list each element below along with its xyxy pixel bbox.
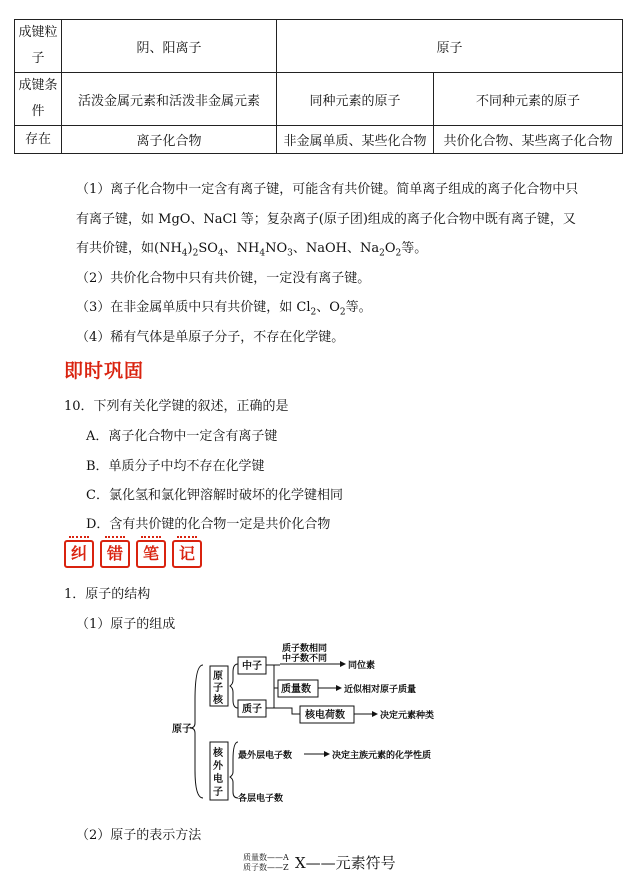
neutron-note-1: 质子数相同 — [282, 644, 328, 654]
arrowhead — [340, 661, 346, 667]
chem-property-label: 决定主族元素的化学性质 — [332, 751, 432, 761]
proton-label: 质子 — [242, 704, 262, 715]
proton-number-notation: 质子数——Z — [243, 863, 289, 872]
subsection-composition: （1）原子的组成 — [76, 617, 176, 632]
note-2: （2）共价化合物中只有共价键，一定没有离子键。 — [76, 271, 371, 286]
banner-consolidate: 即时巩固 — [64, 360, 145, 382]
electrons-char-2: 外 — [213, 761, 223, 772]
polar-conditions: 不同种元素的原子 — [434, 73, 623, 126]
approx-mass-label: 近似相对原子质量 — [344, 685, 417, 695]
banner-char-4: 记 — [172, 540, 202, 568]
ionic-existence: 离子化合物 — [62, 126, 277, 154]
option-c[interactable]: C．氯化氢和氯化钾溶解时破坏的化学键相同 — [86, 488, 343, 503]
isotope-label: 同位素 — [348, 661, 376, 671]
arrowhead — [336, 685, 342, 691]
note-3: （3）在非金属单质中只有共价键，如 $Cl_2$、$O_2$等。 — [76, 300, 372, 318]
neutron-label: 中子 — [242, 661, 262, 672]
option-a[interactable]: A．离子化合物中一定含有离子键 — [86, 429, 278, 444]
row-head-particles: 成键粒子 — [15, 20, 62, 73]
banner-char-1: 纠 — [64, 540, 94, 568]
electrons-char-3: 电 — [213, 774, 223, 785]
electrons-char-4: 子 — [213, 787, 223, 798]
row-head-conditions: 成键条件 — [15, 73, 62, 126]
ionic-conditions: 活泼金属元素和活泼非金属元素 — [62, 73, 277, 126]
nonpolar-existence: 非金属单质、某些化合物 — [277, 126, 434, 154]
subsection-notation: （2）原子的表示方法 — [76, 828, 202, 843]
option-b[interactable]: B．单质分子中均不存在化学键 — [86, 459, 265, 474]
atom-label: 原子 — [172, 724, 192, 735]
outer-electrons-label: 最外层电子数 — [238, 751, 293, 761]
neutron-to-mass-line — [266, 665, 278, 688]
arrowhead — [324, 751, 330, 757]
row-head-existence: 存在 — [15, 126, 62, 154]
polar-existence: 共价化合物、某些离子化合物 — [434, 126, 623, 154]
nucleus-char-3: 核 — [213, 695, 223, 706]
electrons-char-1: 核 — [213, 748, 223, 759]
covalent-particles: 原子 — [277, 20, 623, 73]
note-4: （4）稀有气体是单原子分子，不存在化学键。 — [76, 330, 345, 345]
proton-to-mass-line — [266, 688, 274, 708]
note-1-line-1: （1）离子化合物中一定含有离子键，可能含有共价键。简单离子组成的离子化合物中只 — [76, 182, 579, 197]
banner-char-3: 笔 — [136, 540, 166, 568]
element-type-label: 决定元素种类 — [380, 711, 435, 721]
note-1-line-2: 有离子键，如 MgO、NaCl 等；复杂离子(原子团)组成的离子化合物中既有离子键，又 — [76, 212, 576, 227]
nonpolar-conditions: 同种元素的原子 — [277, 73, 434, 126]
nucleus-brace — [230, 664, 238, 708]
layer-electrons-label: 各层电子数 — [238, 794, 284, 804]
nuclear-charge-label: 核电荷数 — [305, 710, 345, 721]
proton-to-charge-line — [266, 708, 300, 714]
section-title: 1．原子的结构 — [64, 587, 151, 602]
mass-number-label: 质量数 — [281, 684, 311, 695]
note-1-line-3: 有共价键，如$(NH_4)_2SO_4$、$NH_4NO_3$、NaOH、$Na_2O_2$等。 — [76, 241, 428, 259]
banner-char-2: 错 — [100, 540, 130, 568]
arrowhead — [372, 711, 378, 717]
mass-number-notation: 质量数——A — [243, 853, 289, 862]
question-stem: 10．下列有关化学键的叙述，正确的是 — [64, 399, 289, 414]
nucleus-char-1: 原 — [213, 671, 223, 682]
electrons-brace — [230, 742, 238, 798]
neutron-note-2: 中子数不同 — [282, 654, 328, 664]
element-symbol-notation: X——元素符号 — [295, 854, 396, 872]
ionic-particles: 阴、阳离子 — [62, 20, 277, 73]
option-d[interactable]: D．含有共价键的化合物一定是共价化合物 — [86, 517, 331, 532]
nucleus-char-2: 子 — [213, 683, 223, 694]
